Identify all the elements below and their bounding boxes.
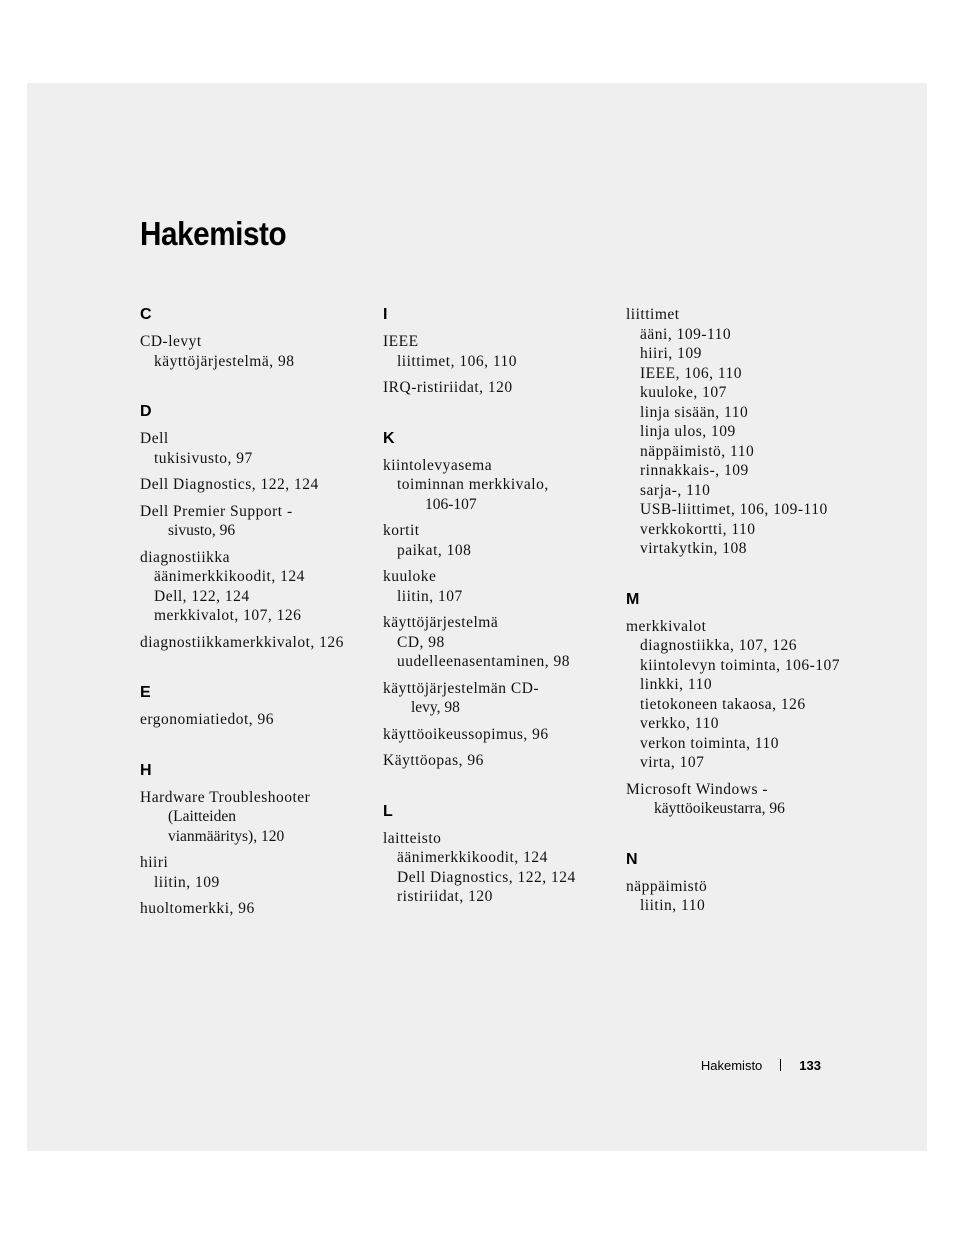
index-subterm: liittimet, 106, 110: [397, 352, 518, 370]
index-subterm: kuuloke, 107: [640, 384, 727, 401]
index-entry: [626, 780, 866, 819]
index-subterm: verkkokortti, 110: [640, 520, 756, 538]
index-entry: [383, 751, 613, 771]
index-subterm: sivusto, 96: [168, 522, 236, 539]
section-letter: N: [626, 850, 638, 868]
index-term: Dell Premier Support -: [140, 502, 293, 520]
index-term: liittimet: [626, 306, 680, 323]
section-letter: I: [383, 306, 388, 323]
index-subterm: CD, 98: [397, 633, 445, 651]
index-entry: [383, 613, 613, 672]
index-term: IRQ-ristiriidat, 120: [383, 379, 513, 396]
index-term: käyttöoikeussopimus, 96: [383, 725, 549, 743]
index-entry: [383, 679, 613, 718]
index-term: käyttöjärjestelmän CD-: [383, 679, 540, 697]
index-subterm: 106-107: [425, 495, 477, 513]
index-term: IEEE: [383, 333, 419, 350]
index-term: kiintolevyasema: [383, 456, 493, 474]
index-column-2: [383, 305, 613, 938]
index-subterm: toiminnan merkkivalo,: [397, 476, 549, 493]
index-subterm: (Laitteiden: [168, 808, 236, 825]
index-entry: [140, 502, 370, 541]
index-entry: [140, 429, 370, 468]
page-title: Hakemisto: [140, 215, 287, 252]
index-entry: [140, 548, 370, 626]
index-entry: [383, 456, 613, 515]
index-subterm: virtakytkin, 108: [640, 540, 748, 557]
index-entry: [626, 305, 866, 559]
index-subterm: Dell Diagnostics, 122, 124: [397, 868, 576, 886]
index-entry: [383, 521, 613, 560]
index-entry: [140, 899, 370, 919]
index-subterm: kiintolevyn toiminta, 106-107: [640, 656, 841, 674]
index-subterm: linja ulos, 109: [640, 423, 736, 440]
index-term: kortit: [383, 522, 420, 539]
index-subterm: verkon toiminta, 110: [640, 734, 780, 752]
section-letter: L: [383, 802, 393, 820]
index-section: [626, 590, 866, 819]
index-subterm: vianmääritys), 120: [168, 827, 285, 845]
section-letter: H: [140, 761, 152, 779]
index-entry: [383, 378, 613, 398]
index-subterm: käyttöoikeustarra, 96: [654, 800, 785, 817]
index-subterm: merkkivalot, 107, 126: [154, 607, 302, 624]
footer-separator: [780, 1059, 781, 1071]
index-section: [383, 802, 613, 907]
index-subterm: äänimerkkikoodit, 124: [154, 568, 305, 585]
index-entry: [140, 788, 370, 847]
index-subterm: ääni, 109-110: [640, 325, 732, 343]
index-entry: [140, 853, 370, 892]
index-entry: [383, 829, 613, 907]
index-entry: [626, 877, 866, 916]
index-section: [140, 761, 370, 919]
index-section: [383, 305, 613, 398]
index-entry: [140, 633, 370, 653]
index-entry: [383, 567, 613, 606]
index-term: kuuloke: [383, 568, 437, 585]
index-subterm: levy, 98: [411, 699, 460, 716]
section-letter: D: [140, 403, 152, 420]
index-term: hiiri: [140, 854, 169, 871]
index-entry: [383, 725, 613, 745]
index-section: [383, 429, 613, 771]
index-section: [140, 683, 370, 730]
index-subterm: paikat, 108: [397, 541, 472, 559]
index-section: [140, 402, 370, 652]
index-page: [27, 83, 927, 1151]
index-term: Dell Diagnostics, 122, 124: [140, 476, 319, 493]
index-term: merkkivalot: [626, 617, 707, 635]
index-subterm: IEEE, 106, 110: [640, 364, 742, 382]
index-entry: [383, 332, 613, 371]
section-letter: E: [140, 684, 151, 701]
index-term: diagnostiikkamerkkivalot, 126: [140, 633, 344, 651]
index-term: Hardware Troubleshooter: [140, 788, 311, 806]
index-term: Dell: [140, 430, 169, 447]
page-footer: [27, 1058, 821, 1073]
index-subterm: uudelleenasentaminen, 98: [397, 653, 570, 670]
index-subterm: rinnakkais-, 109: [640, 462, 749, 479]
index-entry: [626, 617, 866, 773]
page-number: 133: [799, 1058, 821, 1073]
index-section: [626, 850, 866, 916]
index-subterm: liitin, 110: [640, 897, 706, 914]
section-letter: M: [626, 590, 640, 608]
index-column-1: [140, 305, 370, 950]
index-subterm: diagnostiikka, 107, 126: [640, 637, 798, 654]
index-subterm: äänimerkkikoodit, 124: [397, 849, 548, 866]
index-subterm: USB-liittimet, 106, 109-110: [640, 501, 828, 518]
index-term: käyttöjärjestelmä: [383, 614, 499, 631]
section-letter: K: [383, 429, 395, 447]
index-entry: [140, 475, 370, 495]
index-term: huoltomerkki, 96: [140, 900, 255, 917]
index-term: Microsoft Windows -: [626, 780, 769, 798]
section-letter: C: [140, 306, 152, 323]
index-subterm: näppäimistö, 110: [640, 442, 755, 460]
index-section: [626, 305, 866, 559]
index-subterm: hiiri, 109: [640, 345, 702, 362]
index-subterm: tukisivusto, 97: [154, 449, 253, 467]
index-subterm: verkko, 110: [640, 715, 719, 732]
index-subterm: linkki, 110: [640, 676, 713, 693]
index-subterm: tietokoneen takaosa, 126: [640, 695, 806, 713]
index-subterm: virta, 107: [640, 754, 705, 771]
index-section: [140, 305, 370, 371]
index-term: näppäimistö: [626, 877, 708, 895]
index-entry: [140, 710, 370, 730]
index-subterm: liitin, 107: [397, 587, 463, 605]
index-term: ergonomiatiedot, 96: [140, 711, 275, 728]
index-subterm: linja sisään, 110: [640, 403, 749, 421]
index-subterm: käyttöjärjestelmä, 98: [154, 352, 295, 370]
index-subterm: sarja-, 110: [640, 481, 711, 499]
footer-label: Hakemisto: [700, 1058, 763, 1073]
index-subterm: liitin, 109: [154, 873, 220, 891]
index-column-3: [626, 305, 866, 947]
index-subterm: ristiriidat, 120: [397, 888, 493, 905]
index-term: Käyttöopas, 96: [383, 752, 484, 769]
index-term: CD-levyt: [140, 333, 202, 350]
index-entry: [140, 332, 370, 371]
index-subterm: Dell, 122, 124: [154, 587, 250, 605]
index-term: diagnostiikka: [140, 548, 231, 566]
index-term: laitteisto: [383, 829, 442, 847]
